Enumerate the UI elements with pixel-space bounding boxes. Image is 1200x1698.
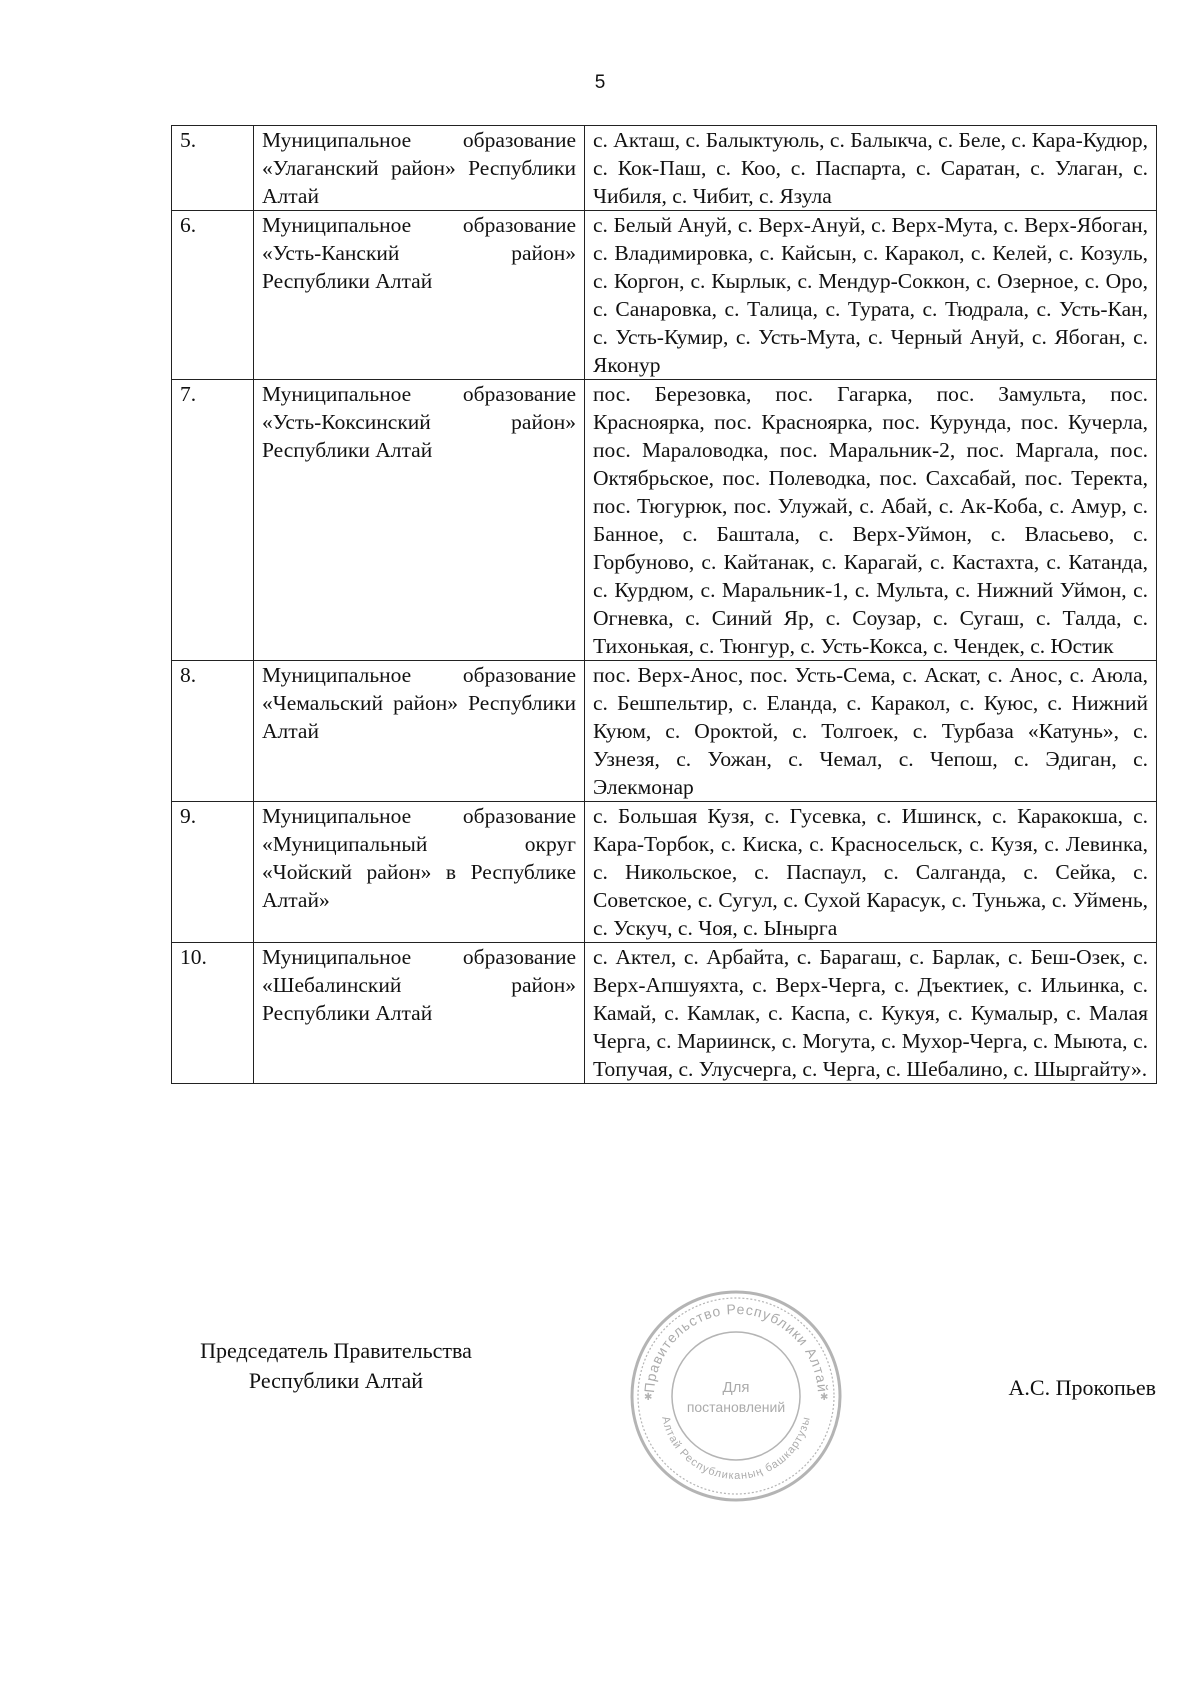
- settlements-list: с. Белый Ануй, с. Верх-Ануй, с. Верх-Мута, с. Верх-Ябоган, с. Владимировка, с. Кайсын, с. Каракол, с. Келей, с. Козуль, с. Коргон, с. Кырлык, с. Мендур-Соккон, с. Озерное, с. Оро, с. Санаровка, с. Талица, с. Турата, с. Тюдрала, с. Усть-Кан, с. Усть-Кумир, с. Усть-Мута, с. Черный Ануй, с. Ябоган, с. Яконур: [585, 211, 1157, 380]
- municipality-name: Муниципальное образование «Муниципальный округ «Чойский район» в Республике Алтай»: [254, 802, 585, 943]
- table-row: [172, 802, 1157, 943]
- settlements-list: с. Большая Кузя, с. Гусевка, с. Ишинск, с. Каракокша, с. Кара-Торбок, с. Киска, с. Красносельск, с. Кузя, с. Левинка, с. Никольское, с. Паспаул, с. Салганда, с. Сейка, с. Советское, с. Сугул, с. Сухой Карасук, с. Туньжа, с. Уймень, с. Ускуч, с. Чоя, с. Ынырга: [585, 802, 1157, 943]
- signature-block: [171, 1300, 1156, 1536]
- municipality-name: Муниципальное образование «Улаганский район» Республики Алтай: [254, 126, 585, 211]
- row-number: 5.: [172, 126, 254, 211]
- position-line-2: Республики Алтай: [248, 1368, 424, 1393]
- row-number: 6.: [172, 211, 254, 380]
- row-number: 9.: [172, 802, 254, 943]
- table-row: [172, 126, 1157, 211]
- municipality-name: Муниципальное образование «Усть-Коксинский район» Республики Алтай: [254, 380, 585, 661]
- row-number: 7.: [172, 380, 254, 661]
- table-row: [172, 380, 1157, 661]
- seal-center-line-2: постановлений: [686, 1399, 786, 1415]
- settlements-list: с. Акташ, с. Балыктуюль, с. Балыкча, с. Беле, с. Кара-Кудюр, с. Кок-Паш, с. Коо, с. Паспарта, с. Саратан, с. Улаган, с. Чибиля, с. Чибит, с. Язула: [585, 126, 1157, 211]
- seal-center-line-1: Для: [722, 1379, 750, 1396]
- settlements-table: [171, 125, 1157, 1084]
- municipality-name: Муниципальное образование «Усть-Канский район» Республики Алтай: [254, 211, 585, 380]
- seal-star-right: ✱: [820, 1392, 829, 1403]
- position-line-1: Председатель Правительства: [200, 1338, 472, 1363]
- municipality-name: Муниципальное образование «Шебалинский район» Республики Алтай: [254, 943, 585, 1084]
- seal-outer-text: Правительство Республики Алтай: [640, 1300, 832, 1394]
- table-row: [172, 943, 1157, 1084]
- row-number: 10.: [172, 943, 254, 1084]
- seal-middle-ring: [638, 1298, 834, 1494]
- settlements-list: пос. Верх-Анос, пос. Усть-Сема, с. Аскат, с. Анос, с. Аюла, с. Бешпельтир, с. Еланда, с. Каракол, с. Куюс, с. Нижний Куюм, с. Ороктой, с. Толгоек, с. Турбаза «Катунь», с. Узнезя, с. Уожан, с. Чемал, с. Чепош, с. Эдиган, с. Элекмонар: [585, 661, 1157, 802]
- page-number: 5: [594, 72, 606, 93]
- svg-text:Алтай Республиканың башкартузы: [659, 1415, 813, 1482]
- table-row: [172, 211, 1157, 380]
- settlements-list: с. Актел, с. Арбайта, с. Барагаш, с. Барлак, с. Беш-Озек, с. Верх-Апшуяхта, с. Верх-Черга, с. Дъектиек, с. Ильинка, с. Камай, с. Камлак, с. Каспа, с. Кукуя, с. Кумалыр, с. Малая Черга, с. Мариинск, с. Могута, с. Мухор-Черга, с. Мыюта, с. Топучая, с. Улусчерга, с. Черга, с. Шебалино, с. Шыргайту».: [585, 943, 1157, 1084]
- seal-inner-ring: [672, 1332, 800, 1460]
- municipality-name: Муниципальное образование «Чемальский район» Республики Алтай: [254, 661, 585, 802]
- row-number: 8.: [172, 661, 254, 802]
- signatory-position: [171, 1336, 501, 1396]
- table-row: [172, 661, 1157, 802]
- official-seal: [626, 1286, 846, 1506]
- settlements-list: пос. Березовка, пос. Гагарка, пос. Замульта, пос. Красноярка, пос. Красноярка, пос. Курунда, пос. Кучерла, пос. Мараловодка, пос. Маральник-2, пос. Маргала, пос. Октябрьское, пос. Полеводка, пос. Сахсабай, пос. Теректа, пос. Тюгурюк, пос. Улужай, с. Абай, с. Ак-Коба, с. Амур, с. Банное, с. Баштала, с. Верх-Уймон, с. Власьево, с. Горбуново, с. Кайтанак, с. Карагай, с. Кастахта, с. Катанда, с. Курдюм, с. Маральник-1, с. Мульта, с. Нижний Уймон, с. Огневка, с. Синий Яр, с. Соузар, с. Сугаш, с. Талда, с. Тихонькая, с. Тюнгур, с. Усть-Кокса, с. Чендек, с. Юстик: [585, 380, 1157, 661]
- seal-outer-ring: [632, 1292, 840, 1500]
- seal-lower-text: Алтай Республиканың башкартузы: [659, 1415, 813, 1483]
- signatory-name: А.С. Прокопьев: [1008, 1375, 1156, 1400]
- seal-star-left: ✱: [644, 1392, 653, 1403]
